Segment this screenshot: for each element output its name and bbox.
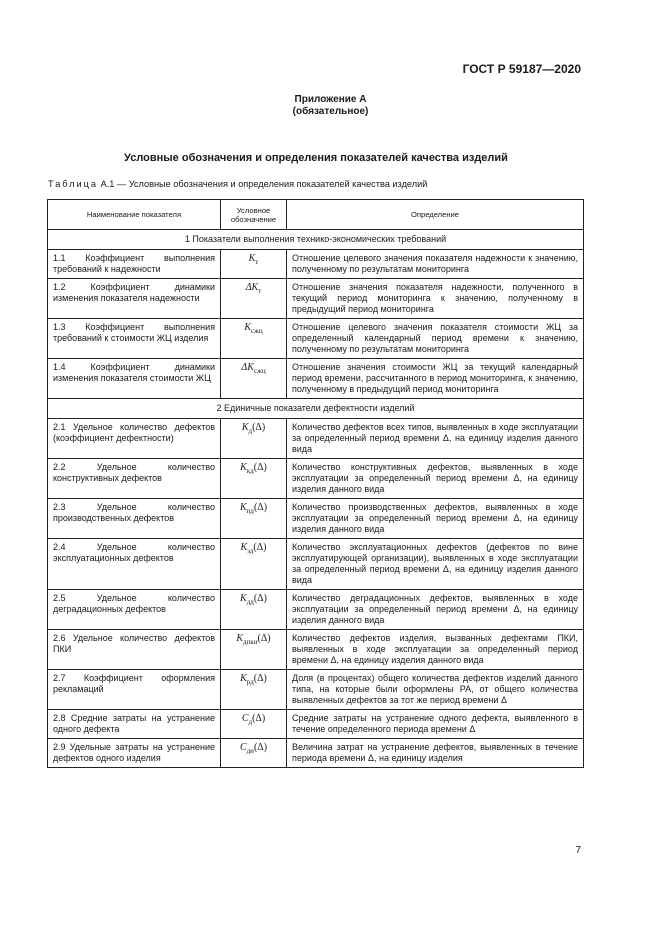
symbol-subscript: ди	[246, 747, 254, 755]
symbol-subscript: пд	[246, 507, 254, 515]
table-row	[48, 419, 584, 459]
header-symbol	[221, 200, 287, 230]
table-row	[48, 499, 584, 539]
section-title: 1 Показатели выполнения технико-экономических требований	[48, 230, 584, 250]
table-header-row	[48, 200, 584, 230]
table-row	[48, 319, 584, 359]
indicator-symbol	[221, 499, 287, 539]
table-row	[48, 459, 584, 499]
symbol-subscript: эд	[247, 547, 254, 555]
indicator-symbol	[221, 630, 287, 670]
header-symbol-line2: обозначение	[230, 214, 277, 224]
indicator-name: 2.9 Удельные затраты на устранение дефектов одного изделия	[48, 739, 221, 768]
section-row	[48, 399, 584, 419]
table-row	[48, 279, 584, 319]
table-row	[48, 250, 584, 279]
symbol-subscript: кд	[246, 467, 254, 475]
symbol-argument: (Δ)	[252, 422, 266, 433]
symbol-main: K	[239, 502, 247, 513]
indicator-symbol	[221, 419, 287, 459]
page-number: 7	[575, 845, 581, 856]
indicator-definition: Доля (в процентах) общего количества дефектов изделий данного типа, на которые были оформлены РА, от общего количества выявленных дефектов за тот же период времени Δ	[287, 670, 584, 710]
symbol-main: K	[241, 422, 249, 433]
annex-heading	[0, 94, 661, 118]
indicator-symbol	[221, 739, 287, 768]
table-caption	[48, 179, 427, 189]
symbol-subscript: сжц	[253, 367, 266, 375]
symbol-subscript: рд	[246, 678, 254, 686]
symbol-subscript: т	[255, 258, 259, 266]
symbol-main: K	[236, 633, 244, 644]
indicator-symbol	[221, 279, 287, 319]
symbol-argument: (Δ)	[253, 542, 267, 553]
indicator-definition: Величина затрат на устранение дефектов, выявленных в течение периода времени Δ, на единицу изделия	[287, 739, 584, 768]
indicator-definition: Количество производственных дефектов, выявленных в ходе эксплуатации за определенный период времени Δ, на единицу изделия данного вида	[287, 499, 584, 539]
section-title: 2 Единичные показатели дефектности изделий	[48, 399, 584, 419]
symbol-argument: (Δ)	[253, 462, 267, 473]
indicator-symbol	[221, 359, 287, 399]
header-definition: Определение	[287, 200, 584, 230]
table-row	[48, 359, 584, 399]
indicator-symbol	[221, 590, 287, 630]
symbol-main: K	[240, 673, 247, 684]
symbol-main: ΔK	[245, 282, 259, 293]
symbol-subscript: сжц	[250, 327, 263, 335]
symbol-main: K	[240, 542, 248, 553]
page-title: Условные обозначения и определения показателей качества изделий	[124, 152, 508, 164]
table-caption-text: — Условные обозначения и определения показателей качества изделий	[116, 179, 428, 189]
indicator-symbol	[221, 319, 287, 359]
indicator-definition: Количество конструктивных дефектов, выявленных в ходе эксплуатации за определенный период времени Δ, на единицу изделия данного вида	[287, 459, 584, 499]
indicator-definition: Количество дефектов всех типов, выявленных в ходе эксплуатации за определенный период времени Δ, на единицу изделия данного вида	[287, 419, 584, 459]
table-body	[48, 230, 584, 768]
symbol-subscript: д	[248, 427, 253, 435]
section-row	[48, 230, 584, 250]
indicator-name: 2.3 Удельное количество производственных дефектов	[48, 499, 221, 539]
symbol-argument: (Δ)	[253, 593, 267, 604]
table-row	[48, 739, 584, 768]
table-row	[48, 590, 584, 630]
indicator-name: 2.4 Удельное количество эксплуатационных дефектов	[48, 539, 221, 590]
table-row	[48, 670, 584, 710]
indicator-name: 2.7 Коэффициент оформления рекламаций	[48, 670, 221, 710]
indicator-name: 2.6 Удельное количество дефектов ПКИ	[48, 630, 221, 670]
indicator-name: 2.2 Удельное количество конструктивных дефектов	[48, 459, 221, 499]
indicator-name: 2.1 Удельное количество дефектов (коэффициент дефектности)	[48, 419, 221, 459]
symbol-main: C	[241, 713, 249, 724]
indicator-definition: Отношение значения показателя надежности, полученного в текущий период мониторинга к значению, полученному в предыдущий период мониторинга	[287, 279, 584, 319]
annex-title: Приложение А	[294, 94, 367, 105]
indicator-symbol	[221, 670, 287, 710]
symbol-main: K	[244, 322, 251, 333]
symbol-subscript: т	[258, 287, 262, 295]
indicator-name: 1.2 Коэффициент динамики изменения показателя надежности	[48, 279, 221, 319]
indicator-definition: Отношение значения стоимости ЖЦ за текущий календарный период времени, рассчитанного в период мониторинга, к значению, полученному в предыдущий период мониторинга	[287, 359, 584, 399]
indicator-definition: Количество деградационных дефектов, выявленных в ходе эксплуатации за определенный период времени Δ, на единицу изделия данного вида	[287, 590, 584, 630]
annex-subtitle: (обязательное)	[292, 106, 369, 117]
table-row	[48, 539, 584, 590]
indicator-definition: Средние затраты на устранение одного дефекта, выявленного в течение определенного периода времени Δ	[287, 710, 584, 739]
indicator-symbol	[221, 459, 287, 499]
symbol-argument: (Δ)	[257, 633, 271, 644]
indicator-definition: Количество эксплуатационных дефектов (дефектов по вине эксплуатирующей организации), выявленных в ходе эксплуатации за определенный период времени Δ, на единицу изделия данного вида	[287, 539, 584, 590]
table-row	[48, 630, 584, 670]
indicator-name: 1.1 Коэффициент выполнения требований к надежности	[48, 250, 221, 279]
indicator-symbol	[221, 250, 287, 279]
document-code: ГОСТ Р 59187—2020	[462, 62, 581, 76]
indicator-symbol	[221, 710, 287, 739]
symbol-argument: (Δ)	[253, 673, 267, 684]
indicator-name: 1.3 Коэффициент выполнения требований к стоимости ЖЦ изделия	[48, 319, 221, 359]
symbol-main: C	[239, 742, 247, 753]
header-symbol-line1: Условное	[236, 205, 271, 215]
symbol-main: ΔK	[241, 362, 254, 373]
indicator-definition: Количество дефектов изделия, вызванных дефектами ПКИ, выявленных в ходе эксплуатации за определенный период времени Δ, на единицу изделия данного вида	[287, 630, 584, 670]
symbol-main: K	[240, 593, 247, 604]
indicator-definition: Отношение целевого значения показателя надежности к значению, полученному по результатам мониторинга	[287, 250, 584, 279]
indicator-definition: Отношение целевого значения показателя стоимости ЖЦ за определенный календарный период времени к значению, полученному по результатам мониторинга	[287, 319, 584, 359]
header-name: Наименование показателя	[48, 200, 221, 230]
symbol-argument: (Δ)	[253, 502, 268, 513]
symbol-main: K	[240, 462, 247, 473]
table-row	[48, 710, 584, 739]
symbol-subscript: д	[248, 718, 253, 726]
symbol-argument: (Δ)	[253, 742, 268, 753]
symbol-argument: (Δ)	[252, 713, 266, 724]
symbol-main: K	[248, 253, 256, 264]
indicator-name: 2.5 Удельное количество деградационных дефектов	[48, 590, 221, 630]
indicator-symbol	[221, 539, 287, 590]
definitions-table	[47, 199, 584, 768]
table-caption-number: А.1	[100, 179, 115, 189]
symbol-subscript: дд	[246, 598, 254, 606]
indicator-name: 2.8 Средние затраты на устранение одного дефекта	[48, 710, 221, 739]
symbol-subscript: дпки	[243, 638, 258, 646]
table-caption-label: Таблица	[48, 179, 99, 189]
indicator-name: 1.4 Коэффициент динамики изменения показателя стоимости ЖЦ	[48, 359, 221, 399]
